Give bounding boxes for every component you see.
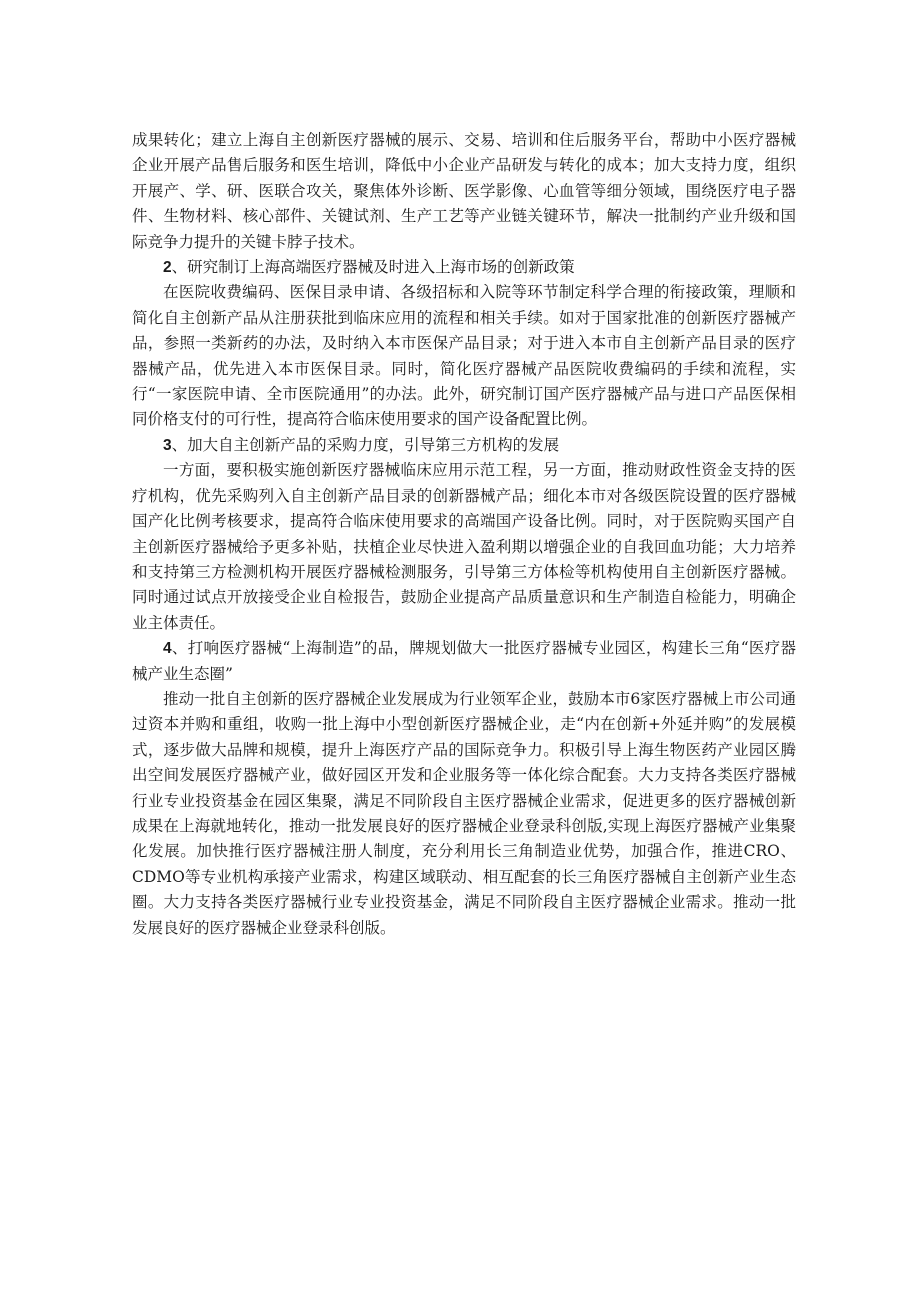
heading-text: 、加大自主创新产品的采购力度，引导第三方机构的发展 bbox=[171, 435, 560, 454]
paragraph-section-4: 推动一批自主创新的医疗器械企业发展成为行业领军企业，鼓励本市6家医疗器械上市公司通过资本并购和重组，收购一批上海中小型创新医疗器械企业，走“内在创新+外延并购”的发展模式，逐步做大品牌和规模，提升上海医疗产品的国际竞争力。积极引导上海生物医药产业园区腾出空间发展医疗器械产业，做好园区开发和企业服务等一体化综合配套。大力支持各类医疗器械行业专业投资基金在园区集聚，满足不同阶段自主医疗器械企业需求，促进更多的医疗器械创新成果在上海就地转化，推动一批发展良好的医疗器械企业登录科创版,实现上海医疗器械产业集聚化发展。加快推行医疗器械注册人制度，充分利用长三角制造业优势，加强合作，推进CRO、CDMO等专业机构承接产业需求，构建区域联动、相互配套的长三角医疗器械自主创新产业生态圈。大力支持各类医疗器械行业专业投资基金，满足不同阶段自主医疗器械企业需求。推动一批发展良好的医疗器械企业登录科创版。 bbox=[132, 689, 796, 937]
section-heading-4 bbox=[132, 636, 796, 687]
paragraph-section-3: 一方面，要积极实施创新医疗器械临床应用示范工程，另一方面，推动财政性资金支持的医疗机构，优先采购列入自主创新产品目录的创新器械产品；细化本市对各级医院设置的医疗器械国产化比例考核要求，提高符合临床使用要求的高端国产设备比例。同时，对于医院购买国产自主创新医疗器械给予更多补贴，扶植企业尽快进入盈利期以增强企业的自我回血功能；大力培养和支持第三方检测机构开展医疗器械检测服务，引导第三方体检等机构使用自主创新医疗器械。同时通过试点开放接受企业自检报告，鼓励企业提高产品质量意识和生产制造自检能力，明确企业主体责任。 bbox=[132, 461, 796, 632]
heading-number: 4 bbox=[163, 640, 172, 658]
paragraph-section-2: 在医院收费编码、医保目录申请、各级招标和入院等环节制定科学合理的衔接政策，理顺和简化自主创新产品从注册获批到临床应用的流程和相关手续。如对于国家批准的创新医疗器械产品，参照一类新药的办法，及时纳入本市医保产品目录；对于进入本市自主创新产品目录的医疗器械产品，优先进入本市医保目录。同时，简化医疗器械产品医院收费编码的手续和流程，实行“一家医院申请、全市医院通用”的办法。此外，研究制订国产医疗器械产品与进口产品医保相同价格支付的可行性，提高符合临床使用要求的国产设备配置比例。 bbox=[132, 283, 796, 429]
heading-number: 3 bbox=[163, 436, 172, 454]
section-heading-3 bbox=[132, 433, 796, 458]
heading-number: 2 bbox=[163, 259, 172, 277]
paragraph-continued: 成果转化；建立上海自主创新医疗器械的展示、交易、培训和住后服务平台，帮助中小医疗器械企业开展产品售后服务和医生培训，降低中小企业产品研发与转化的成本；加大支持力度，组织开展产、学、研、医联合攻关，聚焦体外诊断、医学影像、心血管等细分领域，围绕医疗电子器件、生物材料、核心部件、关键试剂、生产工艺等产业链关键环节，解决一批制约产业升级和国际竞争力提升的关键卡脖子技术。 bbox=[132, 131, 796, 251]
document-body bbox=[132, 128, 796, 941]
heading-text: 、打响医疗器械“上海制造”的品，牌规划做大一批医疗器械专业园区，构建长三角“医疗器械产业生态圈” bbox=[132, 639, 796, 683]
heading-text: 、研究制订上海高端医疗器械及时进入上海市场的创新政策 bbox=[171, 258, 575, 277]
section-heading-2 bbox=[132, 255, 796, 280]
